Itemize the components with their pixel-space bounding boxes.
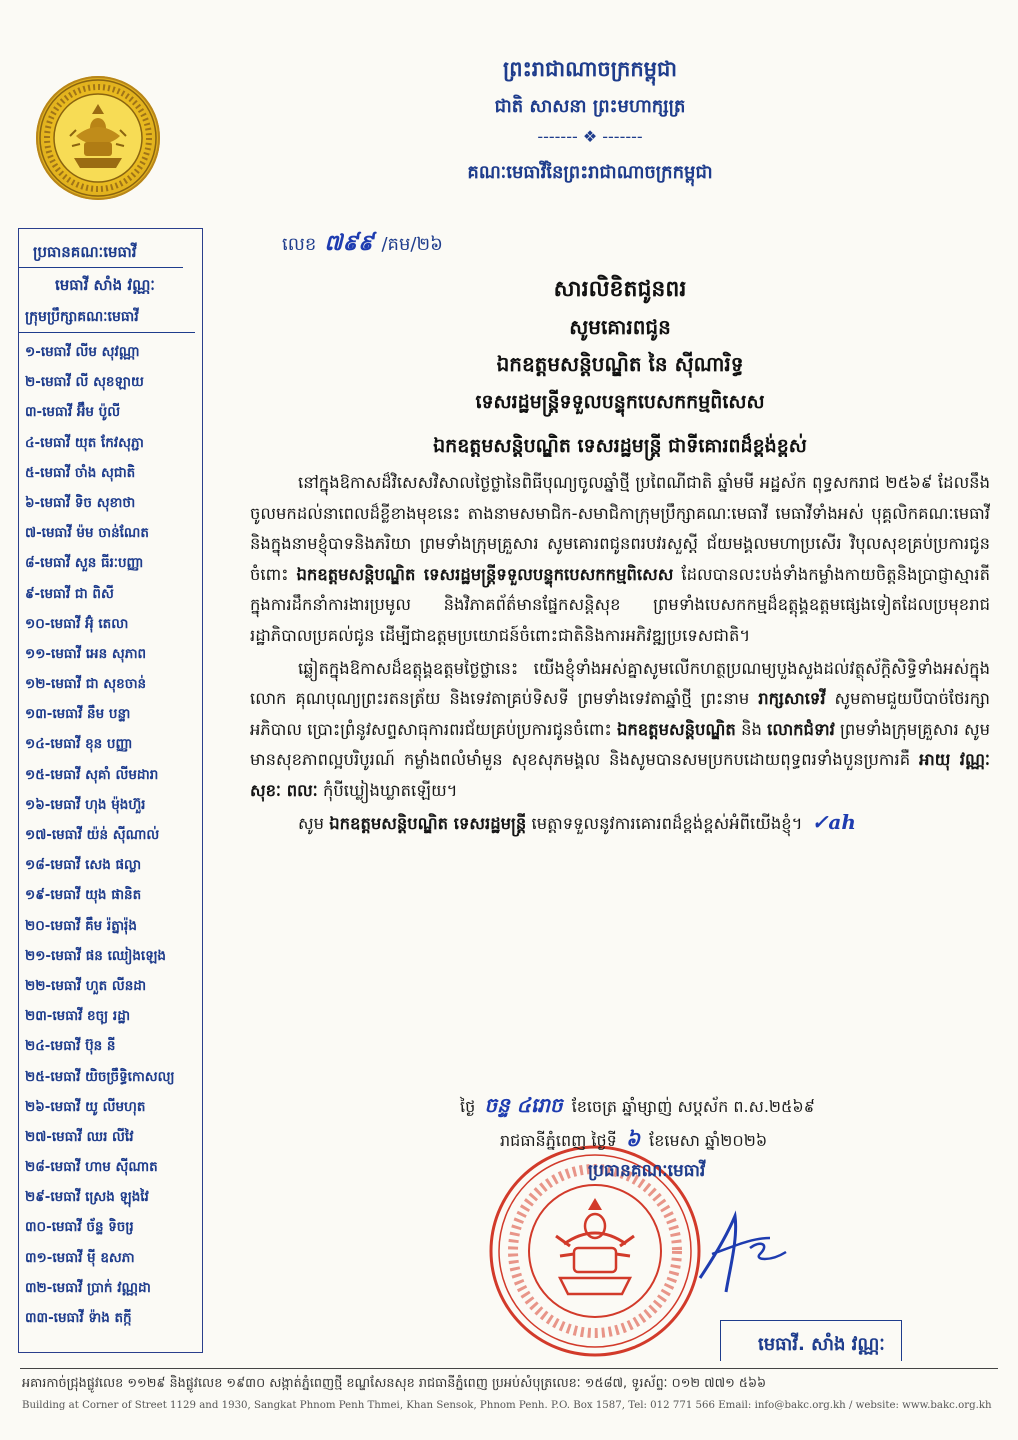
council-member-item: ១២-មេធាវី ជា សុខចាន់ bbox=[25, 676, 147, 693]
council-member-item: ១០-មេធាវី អ៊ុំ តេលា bbox=[25, 615, 129, 632]
kingdom-title: ព្រះរាជាណាចក្រកម្ពុជា bbox=[502, 57, 677, 81]
lunar-date-handwritten: ចន្ទ ៤រោច bbox=[484, 1093, 563, 1117]
council-member-item: ១៦-មេធាវី ហុង ម៉ុងហ៊ួរ bbox=[25, 796, 146, 813]
recipient-name: ឯកឧត្តមសន្តិបណ្ឌិត នៃ ស៊ីណារិទ្ធ bbox=[496, 352, 744, 376]
p2-text-b: សូមតាមជួយបីបាច់ថែរក្សាអភិបាល ប្រោះព្រំនូវសព្ទសាធុការពរជ័យគ្រប់ប្រការជូនចំពោះ bbox=[250, 689, 990, 739]
council-member-item: ១៧-មេធាវី យ៉ន់ ស៊ីណាល់ bbox=[25, 827, 160, 843]
council-member-item: ៣១-មេធាវី ម៉ី ឧសភា bbox=[25, 1249, 135, 1266]
footer-address-khmer: អគារកាច់ជ្រុងផ្លូវលេខ ១១២៩ និងផ្លូវលេខ ១៩៣០ សង្កាត់ភ្នំពេញថ្មី ខណ្ឌសែនសុខ រាជធានីភ្នំពេញ ប្រអប់សំបុត្រលេខៈ ១៥៨៧, ទូរស័ព្ទៈ ០១២ ៧៧១ ៥៦៦ bbox=[22, 1376, 767, 1391]
lunar-date-prefix: ថ្ងៃ bbox=[460, 1097, 476, 1116]
council-member-item: ៦-មេធាវី ទិច សុខាថា bbox=[25, 494, 136, 511]
gregorian-date-handwritten: ៦ bbox=[625, 1127, 641, 1151]
council-member-item: ៩-មេធាវី ជា ពិសី bbox=[25, 585, 114, 602]
gregorian-date-suffix: ខែមេសា ឆ្នាំ២០២៦ bbox=[649, 1131, 768, 1150]
p2-bold-3: លោកជំទាវ bbox=[767, 719, 835, 739]
letter-title: សារលិខិតជូនពរ bbox=[553, 277, 687, 302]
council-member-item: ១៩-មេធាវី យុង ផានិត bbox=[25, 887, 142, 904]
council-member-item: ៣៣-មេធាវី ទ៉ាង តក្កី bbox=[25, 1310, 132, 1326]
paragraph-2 bbox=[250, 654, 990, 807]
council-member-item: ១៤-មេធាវី ខុន បញ្ញា bbox=[25, 736, 133, 753]
council-member-item: ៨-មេធាវី សួន ធីរៈបញ្ញា bbox=[25, 555, 144, 572]
council-member-item: ១១-មេធាវី អេន សុភាព bbox=[25, 645, 147, 662]
lunar-date bbox=[460, 1090, 815, 1120]
paragraph-1 bbox=[250, 468, 990, 652]
p2-text-a: ឆ្លៀតក្នុងឱកាសដ៏ឧត្តុង្គឧត្តមថ្ងៃថ្លានេះ យើងខ្ញុំទាំងអស់គ្នាសូមលើកហត្ថប្រណម្យបួងសួងដល់វត្ថុស័ក្តិសិទ្ធិទាំងអស់ក្នុងលោក គុណបុណ្យព្រះរតនត្រ័យ និងទេវតាគ្រប់ទិសទី ព្រមទាំងទេវតាឆ្នាំថ្មី ព្រះនាម bbox=[250, 658, 990, 709]
council-member-item: ២៧-មេធាវី ឈរ លីវៃ bbox=[25, 1128, 134, 1145]
p2-bold-1: រាក្សសាទេវី bbox=[758, 689, 826, 709]
salutation: សូមគោរពជូន bbox=[569, 315, 671, 339]
council-member-item: ២១-មេធាវី ផន ឈៀងឡេង bbox=[25, 947, 166, 964]
p2-bold-2: ឯកឧត្តមសន្តិបណ្ឌិត bbox=[616, 719, 736, 739]
p3-text-a: សូម bbox=[298, 813, 330, 833]
gregorian-date bbox=[500, 1124, 767, 1154]
p1-bold: ឯកឧត្តមសន្តិបណ្ឌិត ទេសរដ្ឋមន្ត្រីទទួលបន្ទុកបេសកកម្មពិសេស bbox=[296, 564, 674, 584]
council-member-item: ២២-មេធាវី ហួត លីនដា bbox=[25, 977, 147, 994]
recipient-position: ទេសរដ្ឋមន្ត្រីទទួលបន្ទុកបេសកកម្មពិសេស bbox=[475, 391, 765, 413]
letter-body bbox=[250, 468, 990, 839]
handwritten-initials: ✓ah bbox=[811, 809, 856, 834]
national-motto: ជាតិ សាសនា ព្រះមហាក្សត្រ bbox=[494, 96, 686, 117]
council-member-item: ២៥-មេធាវី យិចច្រឹទ្ធិកោសល្យ bbox=[25, 1068, 175, 1085]
paragraph-3 bbox=[250, 807, 990, 840]
handwritten-signature bbox=[690, 1208, 800, 1298]
p3-bold: ឯកឧត្តមសន្តិបណ្ឌិត ទេសរដ្ឋមន្ត្រី bbox=[329, 813, 527, 833]
council-member-item: ៣០-មេធាវី ច័ន្ទ ទិចរ្រ bbox=[25, 1219, 134, 1236]
council-member-item: ១៥-មេធាវី សុគាំ លីមដារា bbox=[25, 766, 159, 783]
council-member-item: ២៦-មេធាវី យូ លីមហុត bbox=[25, 1098, 146, 1115]
recipient-greeting: ឯកឧត្តមសន្តិបណ្ឌិត ទេសរដ្ឋមន្ត្រី ជាទីគោរពដ៏ខ្ពង់ខ្ពស់ bbox=[433, 435, 807, 457]
council-sidebar bbox=[18, 228, 203, 1353]
p2-text-c: និង bbox=[735, 719, 768, 739]
p2-bold-4: អាយុ វណ្ណៈ សុខៈ ពលៈ bbox=[250, 750, 990, 800]
signer-name: មេធាវី. សាំង វណ្ណៈ bbox=[758, 1334, 885, 1355]
reference-number bbox=[282, 226, 443, 260]
president-heading: ប្រធានគណៈមេធាវី bbox=[19, 237, 183, 268]
reference-suffix: /គម/២៦ bbox=[381, 234, 443, 255]
p2-text-d: ព្រមទាំងក្រុមគ្រួសារ សូមមានសុខភាពល្អបរិបូរណ៍ កម្លាំងពលំមាំមួន សុខសុភមង្គល និងសូមបានសមប្រកបដោយពុទ្ធពរទាំងបួនប្រការគឺ bbox=[250, 719, 990, 770]
p3-text-b: មេត្តាទទួលនូវការគោរពដ៏ខ្ពង់ខ្ពស់អំពីយើងខ្ញុំ។ bbox=[526, 813, 803, 833]
letter-titles bbox=[250, 272, 990, 464]
letterhead bbox=[380, 52, 800, 188]
council-member-item: ២៨-មេធាវី ហាម ស៊ីណាត bbox=[25, 1159, 158, 1176]
council-member-item: ៥-មេធាវី ចាំង សុជាតិ bbox=[25, 464, 136, 481]
council-member-item: ៤-មេធាវី យុត កែវសុភ្ជា bbox=[25, 434, 144, 451]
lunar-date-suffix: ខែចេត្រ ឆ្នាំម្សាញ់ សប្តស័ក ព.ស.២៥៦៩ bbox=[571, 1097, 816, 1116]
council-member-item: ២០-មេធាវី គឹម រ៉ត្នារ៉ុង bbox=[25, 917, 137, 934]
council-member-item: ២៣-មេធាវី ខចុ្យ រដ្ឋា bbox=[25, 1008, 131, 1025]
council-member-item: ២៤-មេធាវី ប៊ុន នី bbox=[25, 1038, 116, 1055]
president-name: មេធាវី សាំង វណ្ណៈ bbox=[55, 276, 155, 294]
bar-association-seal-logo bbox=[36, 76, 160, 200]
p1-text-b: ដែលបានលះបង់ទាំងកម្លាំងកាយចិត្តនិងប្រាជ្ញាស្មារតីក្នុងការដឹកនាំការងារប្រមូល និងវិភាគព័ត៌មានផ្នែកសន្តិសុខ ព្រមទាំងបេសកកម្មដ៏ឧត្តុង្គឧត្តមផ្សេងទៀតដែលប្រមុខរាជរដ្ឋាភិបាលប្រគល់ជូន ដើម្បីជាឧត្តមប្រយោជន៍ចំពោះជាតិនិងការអភិវឌ្ឍប្រទេសជាតិ។ bbox=[250, 564, 990, 645]
reference-prefix: លេខ bbox=[282, 234, 317, 255]
reference-handwritten-number: ៧៩៩ bbox=[324, 230, 374, 256]
council-heading: ក្រុមប្រឹក្សាគណៈមេធាវី bbox=[19, 302, 195, 333]
p2-text-e: កុំបីឃ្លៀងឃ្លាតឡើយ។ bbox=[317, 780, 458, 800]
footer-address-english: Building at Corner of Street 1129 and 1930, Sangkat Phnom Penh Thmei, Khan Sensok, Phnom Penh. P.O. Box 1587, Tel: 012 771 566 Email: info@bakc.org.kh / website: www.bakc.org.kh bbox=[22, 1400, 992, 1411]
council-member-item: ៣-មេធាវី អ៊ឹម ប៉ូលី bbox=[25, 404, 121, 421]
gregorian-date-prefix: រាជធានីភ្នំពេញ ថ្ងៃទី bbox=[500, 1131, 617, 1150]
signatory-title: ប្រធានគណៈមេធាវី bbox=[588, 1161, 706, 1181]
council-member-item: ១-មេធាវី លីម សុវណ្ណា bbox=[25, 344, 140, 360]
council-member-item: ៧-មេធាវី ម៉ម ចាន់ណែត bbox=[25, 525, 149, 542]
council-member-item: ២-មេធាវី លី សុខឡាយ bbox=[25, 374, 144, 391]
organization-name: គណៈមេធាវីនៃព្រះរាជាណាចក្រកម្ពុជា bbox=[467, 162, 713, 183]
council-member-item: ១៣-មេធាវី នឹម បន្ទា bbox=[25, 706, 131, 723]
footer-divider bbox=[20, 1368, 998, 1369]
council-member-item: ១៨-មេធាវី សេង ផល្លា bbox=[25, 857, 142, 874]
ornament-divider: ------- ❖ ------- bbox=[537, 127, 643, 146]
p1-text-a: នៅក្នុងឱកាសដ៏វិសេសវិសាលថ្ងៃថ្លានៃពិធីបុណ្យចូលឆ្នាំថ្មី ប្រពៃណីជាតិ ឆ្នាំមមី អដ្ឋស័ក ពុទ្ធសករាជ ២៥៦៩ ដែលនឹងចូលមកដល់នាពេលដ៏ខ្លីខាងមុខនេះ តាងនាមសមាជិក-សមាជិកាក្រុមប្រឹក្សាគណៈមេធាវី មេធាវីទាំងអស់ បុគ្គលិកគណៈមេធាវីនិងក្នុងនាមខ្ញុំបាទនិងភរិយា ព្រមទាំងក្រុមគ្រួសារ សូមគោរពជូនពរបវរសួស្តី ជ័យមង្គលមហាប្រសើរ វិបុលសុខគ្រប់ប្រការជូនចំពោះ bbox=[250, 473, 990, 584]
council-member-list bbox=[19, 337, 202, 1333]
council-member-item: ២៩-មេធាវី ស្រេង ឡុងវៃ bbox=[25, 1189, 149, 1206]
council-member-item: ៣២-មេធាវី ប្រាក់ វណ្ណដា bbox=[25, 1279, 151, 1296]
